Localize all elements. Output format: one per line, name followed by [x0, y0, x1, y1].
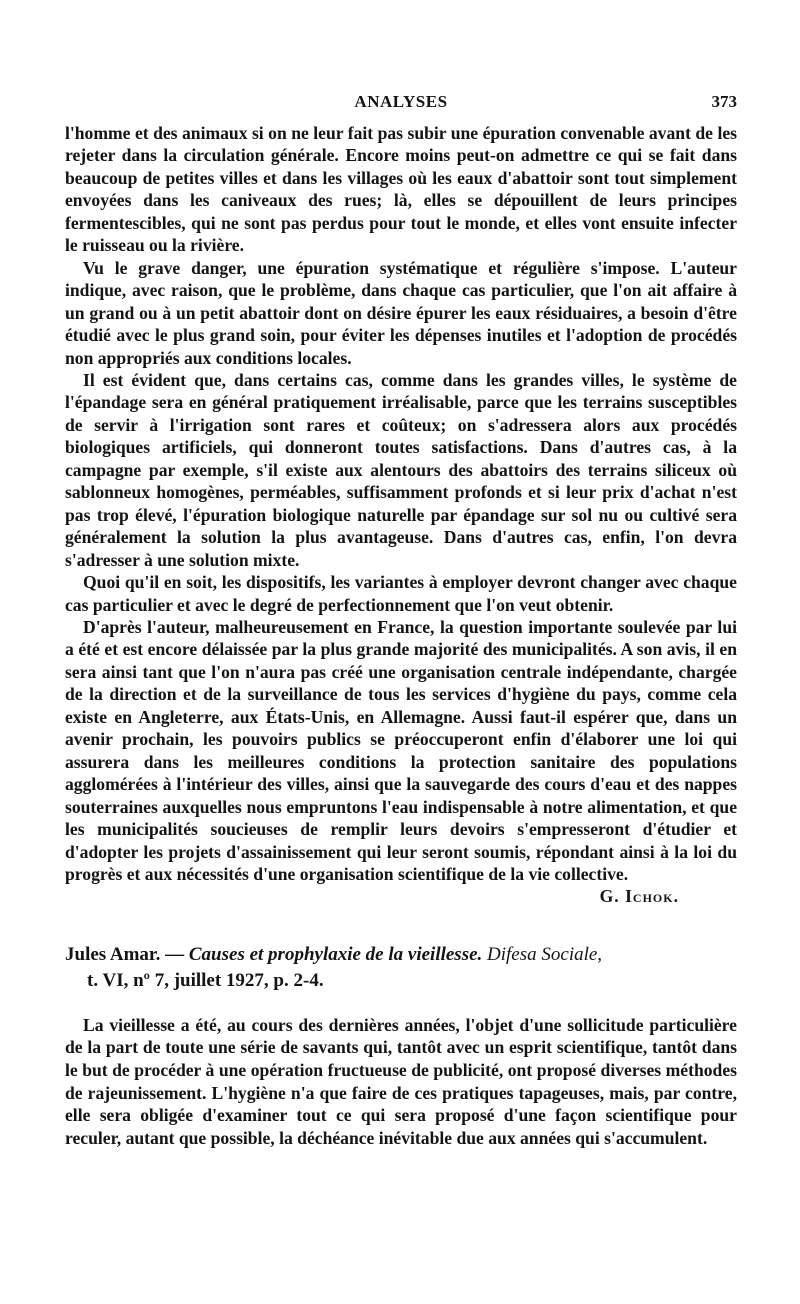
review-heading: [65, 942, 737, 994]
review-dash: —: [160, 943, 189, 965]
review-body: [65, 1014, 737, 1150]
paragraph-2: Vu le grave danger, une épuration systématique et régulière s'impose. L'auteur indique, avec raison, que le problème, dans chaque cas particulier, que l'on ait affaire à un grand ou à un petit abattoir dont on désire épurer les eaux résiduaires, a besoin d'être étudié avec le plus grand soin, pour éviter les dépenses inutiles et l'adoption de procédés non appropriés aux conditions locales.: [65, 257, 737, 368]
article-body: [65, 122, 737, 908]
paragraph-3: Il est évident que, dans certains cas, comme dans les grandes villes, le système de l'épandage sera en général pratiquement irréalisable, parce que les terrains susceptibles de servir à l'irrigation sont rares et coûteux; on s'adressera alors aux procédés biologiques artificiels, qui donneront toutes satisfactions. Dans d'autres cas, à la campagne par exemple, s'il existe aux alentours des abattoirs des terrains siliceux où sablonneux homogènes, perméables, suffisamment profonds et si leur prix d'achat n'est pas trop élevé, l'épuration biologique naturelle par épandage sur sol nu ou cultivé sera généralement la solution la plus avantageuse. Dans d'autres cas, enfin, l'on devra s'adresser à une solution mixte.: [65, 369, 737, 570]
page-header: [65, 88, 737, 118]
document-page: [65, 88, 737, 1149]
paragraph-5: [65, 616, 737, 908]
paragraph-1: l'homme et des animaux si on ne leur fait pas subir une épuration convenable avant de les rejeter dans la circulation générale. Encore moins peut-on admettre ce qui se fait dans beaucoup de petites villes et dans les villages où les eaux d'abattoir sont tout simplement envoyées dans les caniveaux des rues; là, elles se dépouillent de leurs principes fermentescibles, qui ne sont pas perdus pour tout le monde, et elles vont ensuite infecter le ruisseau ou la rivière.: [65, 123, 737, 256]
review-title: Causes et prophylaxie de la vieillesse.: [188, 943, 483, 965]
review-paragraph: La vieillesse a été, au cours des dernières années, l'objet d'une sollicitude particulière de la part de toute une série de savants qui, tantôt avec un esprit scientifique, tantôt dans le but de procéder à une opération fructueuse de publicité, ont proposé diverses méthodes de rajeunissement. L'hygiène n'a que faire de ces pratiques tapageuses, mais, par contre, elle sera obligée d'examiner tout ce qui sera proposé d'une façon scientifique pour reculer, autant que possible, la déchéance inévitable due aux années qui s'accumulent.: [65, 1014, 737, 1148]
paragraph-5-text: D'après l'auteur, malheureusement en France, la question importante soulevée par lui a été et est encore délaissée par la plus grande majorité des municipalités. A son avis, il en sera ainsi tant que l'on n'aura pas créé une organisation centrale indépendante, chargée de la direction et de la surveillance de tous les services d'hygiène du pays, comme cela existe en Angleterre, aux États-Unis, en Allemagne. Aussi faut-il espérer que, dans un avenir prochain, les pouvoirs publics se préoccuperont enfin d'élaborer une loi qui assurera dans les meilleures conditions la protection sanitaire des populations agglomérées à l'intérieur des villes, ainsi que la sauvegarde des cours d'eau et des nappes souterraines auxquelles nous empruntons l'eau indispensable à notre alimentation, et que les municipalités soucieuses de remplir leurs devoirs s'empresseront d'étudier et d'adopter les projets d'assainissement qui leur seront soumis, répondant ainsi à la loi du progrès et aux nécessités d'une organisation scientifique de la vie collective.: [65, 616, 737, 884]
paragraph-4: Quoi qu'il en soit, les dispositifs, les variantes à employer devront changer avec chaque cas particulier et avec le degré de perfectionnement que l'on veut obtenir.: [65, 572, 737, 615]
review-author: Jules Amar.: [65, 943, 161, 965]
author-signature: G. Ichok.: [599, 886, 679, 907]
review-citation: t. VI, nº 7, juillet 1927, p. 2-4.: [87, 969, 324, 991]
running-title: ANALYSES: [354, 92, 448, 111]
page-number: 373: [711, 92, 737, 111]
review-journal: Difesa Sociale,: [482, 943, 603, 965]
